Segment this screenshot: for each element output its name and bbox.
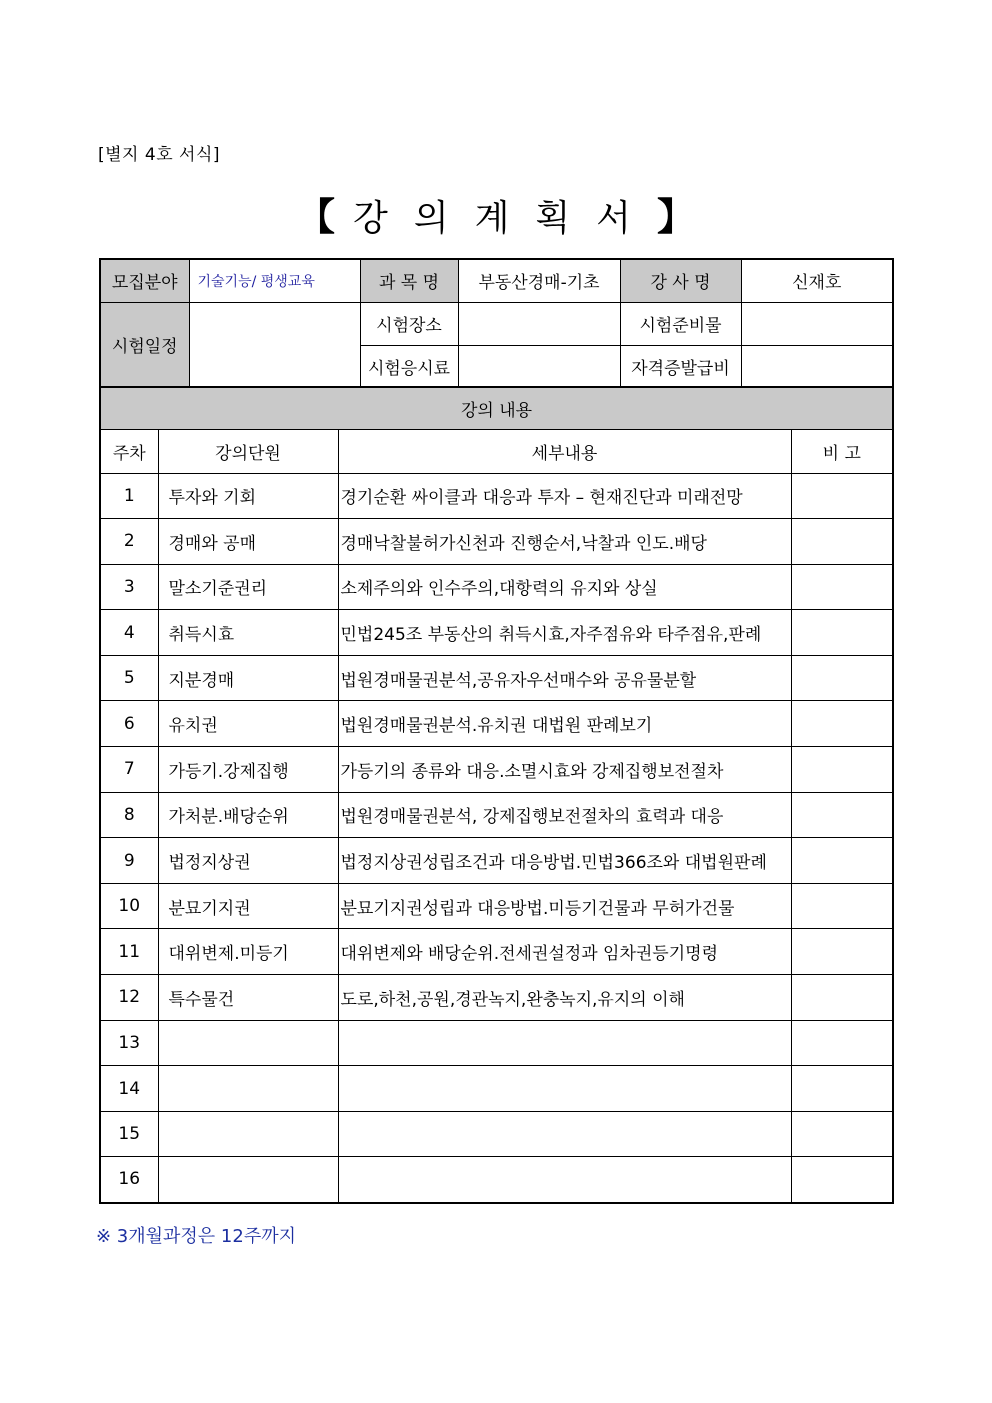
table-row bbox=[100, 1066, 893, 1112]
instructor-label: 강 사 명 bbox=[620, 259, 741, 302]
subject-value[interactable]: 부동산경매-기초 bbox=[458, 259, 620, 302]
title-close-bracket: 】 bbox=[656, 195, 695, 239]
cert-fee-value[interactable] bbox=[741, 345, 893, 388]
week-cell: 11 bbox=[100, 929, 158, 975]
exam-schedule-label: 시험일정 bbox=[100, 302, 189, 388]
week-cell: 8 bbox=[100, 792, 158, 838]
lecture-plan-table bbox=[99, 386, 894, 1204]
section-title: 강의 내용 bbox=[100, 387, 893, 429]
detail-cell[interactable]: 경기순환 싸이클과 대응과 투자 – 현재진단과 미래전망 bbox=[338, 473, 791, 519]
cert-fee-label: 자격증발급비 bbox=[620, 345, 741, 388]
table-row bbox=[100, 838, 893, 884]
week-cell: 4 bbox=[100, 610, 158, 656]
week-cell: 1 bbox=[100, 473, 158, 519]
unit-cell[interactable]: 가등기.강제집행 bbox=[158, 747, 338, 793]
detail-cell[interactable] bbox=[338, 1157, 791, 1203]
note-cell[interactable] bbox=[791, 883, 893, 929]
unit-cell[interactable]: 가처분.배당순위 bbox=[158, 792, 338, 838]
week-cell: 2 bbox=[100, 519, 158, 565]
unit-cell[interactable]: 투자와 기회 bbox=[158, 473, 338, 519]
week-cell: 16 bbox=[100, 1157, 158, 1203]
week-cell: 10 bbox=[100, 883, 158, 929]
title-open-bracket: 【 bbox=[297, 195, 336, 239]
unit-cell[interactable]: 분묘기지권 bbox=[158, 883, 338, 929]
form-label: [별지 4호 서식] bbox=[98, 145, 220, 165]
unit-cell[interactable]: 대위변제.미등기 bbox=[158, 929, 338, 975]
note-cell[interactable] bbox=[791, 929, 893, 975]
note-cell[interactable] bbox=[791, 1157, 893, 1203]
week-cell: 6 bbox=[100, 701, 158, 747]
header-unit: 강의단원 bbox=[158, 429, 338, 473]
detail-cell[interactable] bbox=[338, 1066, 791, 1112]
detail-cell[interactable] bbox=[338, 1111, 791, 1157]
unit-cell[interactable]: 지분경매 bbox=[158, 655, 338, 701]
table-row bbox=[100, 519, 893, 565]
header-detail: 세부내용 bbox=[338, 429, 791, 473]
unit-cell[interactable]: 말소기준권리 bbox=[158, 564, 338, 610]
table-row bbox=[100, 564, 893, 610]
detail-cell[interactable]: 법원경매물권분석,공유자우선매수와 공유물분할 bbox=[338, 655, 791, 701]
table-row bbox=[100, 610, 893, 656]
week-cell: 5 bbox=[100, 655, 158, 701]
header-week: 주차 bbox=[100, 429, 158, 473]
note-cell[interactable] bbox=[791, 473, 893, 519]
note-cell[interactable] bbox=[791, 610, 893, 656]
detail-cell[interactable]: 분묘기지권성립과 대응방법.미등기건물과 무허가건물 bbox=[338, 883, 791, 929]
unit-cell[interactable]: 법정지상권 bbox=[158, 838, 338, 884]
table-row bbox=[100, 1157, 893, 1203]
table-row bbox=[100, 1020, 893, 1066]
note-cell[interactable] bbox=[791, 1111, 893, 1157]
table-row bbox=[100, 975, 893, 1021]
exam-fee-label: 시험응시료 bbox=[360, 345, 458, 388]
note-cell[interactable] bbox=[791, 701, 893, 747]
detail-cell[interactable]: 법정지상권성립조건과 대응방법.민법366조와 대법원판례 bbox=[338, 838, 791, 884]
table-row bbox=[100, 1111, 893, 1157]
unit-cell[interactable]: 경매와 공매 bbox=[158, 519, 338, 565]
table-row bbox=[100, 929, 893, 975]
note-cell[interactable] bbox=[791, 564, 893, 610]
week-cell: 9 bbox=[100, 838, 158, 884]
field-value[interactable]: 기술기능/ 평생교육 bbox=[189, 259, 360, 302]
table-row bbox=[100, 747, 893, 793]
note-cell[interactable] bbox=[791, 747, 893, 793]
exam-supplies-label: 시험준비물 bbox=[620, 302, 741, 345]
detail-cell[interactable]: 도로,하천,공원,경관녹지,완충녹지,유지의 이해 bbox=[338, 975, 791, 1021]
exam-place-value[interactable] bbox=[458, 302, 620, 345]
field-label: 모집분야 bbox=[100, 259, 189, 302]
detail-cell[interactable]: 법원경매물권분석, 강제집행보전절차의 효력과 대응 bbox=[338, 792, 791, 838]
note-cell[interactable] bbox=[791, 1020, 893, 1066]
unit-cell[interactable]: 유치권 bbox=[158, 701, 338, 747]
exam-fee-value[interactable] bbox=[458, 345, 620, 388]
detail-cell[interactable]: 대위변제와 배당순위.전세권설정과 임차권등기명령 bbox=[338, 929, 791, 975]
note-cell[interactable] bbox=[791, 655, 893, 701]
table-row bbox=[100, 883, 893, 929]
unit-cell[interactable]: 특수물건 bbox=[158, 975, 338, 1021]
instructor-value[interactable]: 신재호 bbox=[741, 259, 893, 302]
week-cell: 15 bbox=[100, 1111, 158, 1157]
unit-cell[interactable] bbox=[158, 1157, 338, 1203]
table-row bbox=[100, 655, 893, 701]
document-title bbox=[0, 186, 992, 241]
exam-schedule-value[interactable] bbox=[189, 302, 360, 388]
table-row bbox=[100, 792, 893, 838]
lecture-rows bbox=[100, 473, 893, 1203]
unit-cell[interactable] bbox=[158, 1020, 338, 1066]
detail-cell[interactable]: 소제주의와 인수주의,대항력의 유지와 상실 bbox=[338, 564, 791, 610]
detail-cell[interactable]: 가등기의 종류와 대응.소멸시효와 강제집행보전절차 bbox=[338, 747, 791, 793]
week-cell: 14 bbox=[100, 1066, 158, 1112]
week-cell: 12 bbox=[100, 975, 158, 1021]
week-cell: 13 bbox=[100, 1020, 158, 1066]
note-cell[interactable] bbox=[791, 519, 893, 565]
table-row bbox=[100, 473, 893, 519]
note-cell[interactable] bbox=[791, 838, 893, 884]
unit-cell[interactable] bbox=[158, 1111, 338, 1157]
subject-label: 과 목 명 bbox=[360, 259, 458, 302]
title-text: 강의계획서 bbox=[353, 198, 657, 239]
exam-supplies-value[interactable] bbox=[741, 302, 893, 345]
exam-place-label: 시험장소 bbox=[360, 302, 458, 345]
unit-cell[interactable]: 취득시효 bbox=[158, 610, 338, 656]
detail-cell[interactable]: 경매낙찰불허가신천과 진행순서,낙찰과 인도.배당 bbox=[338, 519, 791, 565]
note-cell[interactable] bbox=[791, 975, 893, 1021]
unit-cell[interactable] bbox=[158, 1066, 338, 1112]
week-cell: 3 bbox=[100, 564, 158, 610]
course-info-table bbox=[99, 258, 894, 389]
header-note: 비 고 bbox=[791, 429, 893, 473]
note-cell[interactable] bbox=[791, 1066, 893, 1112]
detail-cell[interactable]: 법원경매물권분석.유치권 대법원 판례보기 bbox=[338, 701, 791, 747]
footnote: ※ 3개월과정은 12주까지 bbox=[96, 1226, 296, 1247]
table-row bbox=[100, 701, 893, 747]
detail-cell[interactable] bbox=[338, 1020, 791, 1066]
detail-cell[interactable]: 민법245조 부동산의 취득시효,자주점유와 타주점유,판례 bbox=[338, 610, 791, 656]
note-cell[interactable] bbox=[791, 792, 893, 838]
week-cell: 7 bbox=[100, 747, 158, 793]
